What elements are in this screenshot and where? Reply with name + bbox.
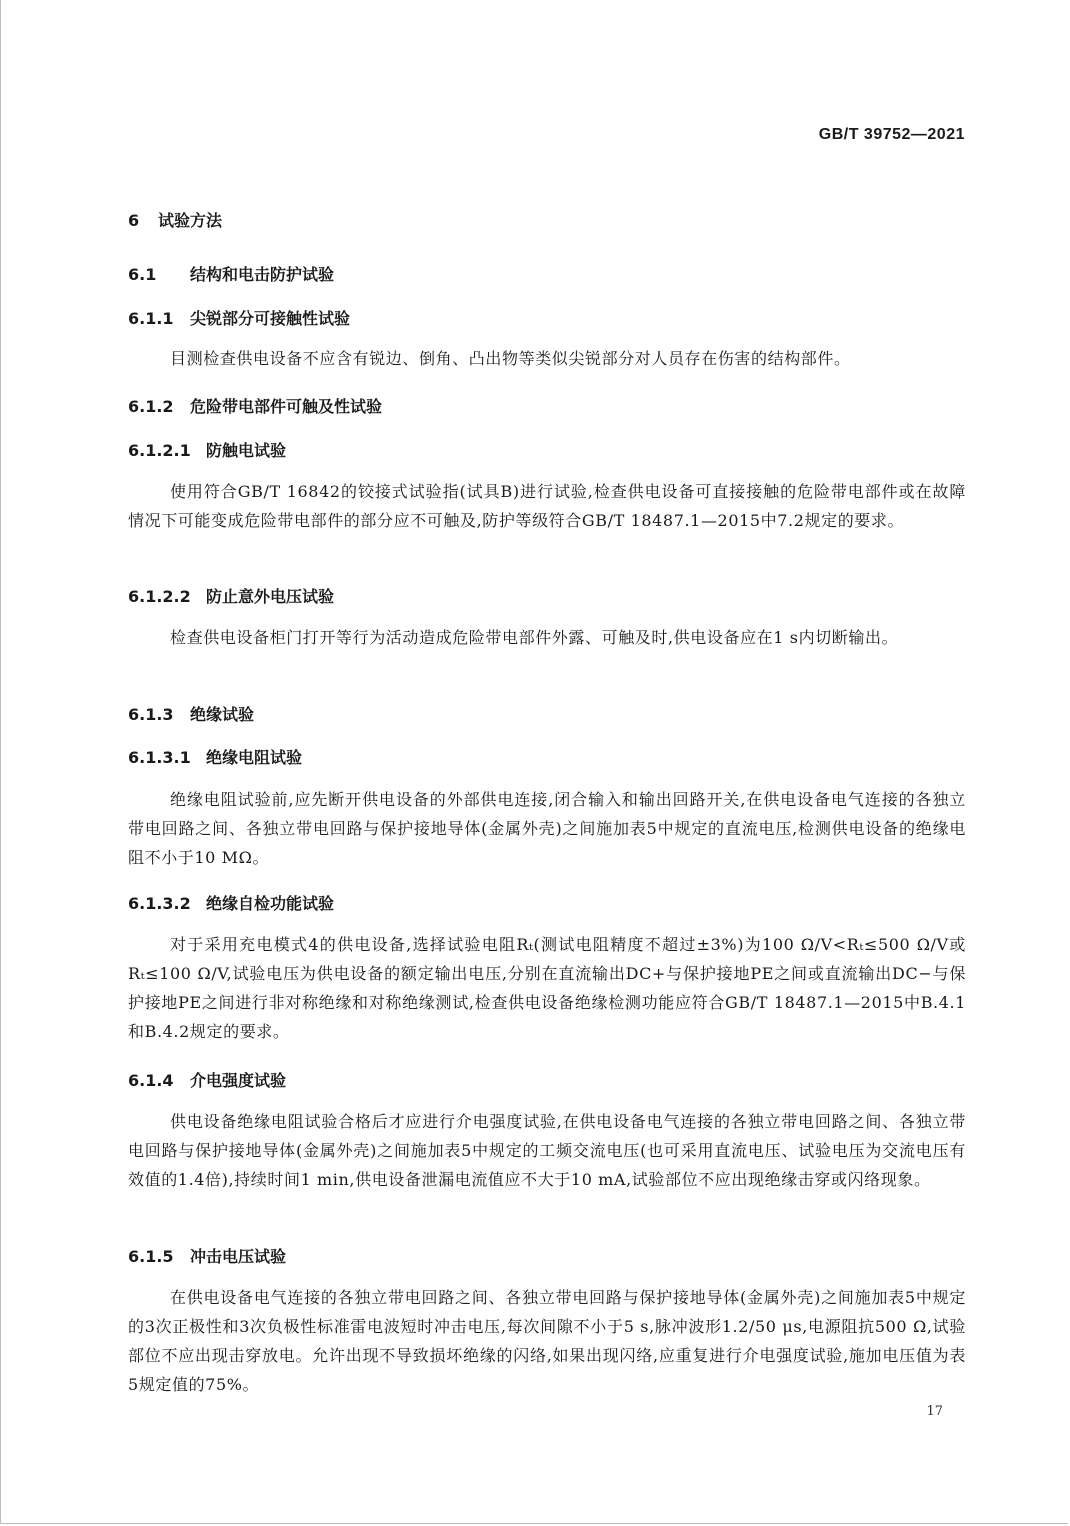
paragraph-6-1-1: 目测检查供电设备不应含有锐边、倒角、凸出物等类似尖锐部分对人员存在伤害的结构部件。 <box>170 349 851 368</box>
section-number: 6.1.2 <box>128 397 174 416</box>
section-title: 试验方法 <box>158 211 223 230</box>
section-title: 尖锐部分可接触性试验 <box>190 309 351 328</box>
section-heading-6-1-3-2 <box>128 891 334 914</box>
section-number: 6.1.3.1 <box>128 748 191 767</box>
section-title: 绝缘试验 <box>190 705 255 724</box>
section-heading-6-1-3 <box>128 702 254 725</box>
paragraph-6-1-5: 在供电设备电气连接的各独立带电回路之间、各独立带电回路与保护接地导体(金属外壳)之间施加表5中规定的3次正极性和3次负极性标准雷电波短时冲击电压,每次间隙不小于5 s,脉冲波形1.2/50 μs,电源阻抗500 Ω,试验部位不应出现击穿放电。允许出现不导致损坏绝缘的闪络,如果出现闪络,应重复进行介电强度试验,施加电压值为表5规定值的75%。 <box>128 1288 966 1394</box>
section-title: 绝缘自检功能试验 <box>206 894 335 913</box>
page-number: 17 <box>926 1404 943 1419</box>
section-number: 6.1.5 <box>128 1247 174 1266</box>
section-number: 6 <box>128 211 140 230</box>
section-heading-6-1-2-1 <box>128 438 286 461</box>
section-heading-6-1-2 <box>128 394 382 417</box>
section-title: 危险带电部件可触及性试验 <box>190 397 383 416</box>
section-number: 6.1.2.1 <box>128 441 191 460</box>
section-heading-6-1-5 <box>128 1244 286 1267</box>
paragraph-6-1-2-2: 检查供电设备柜门打开等行为活动造成危险带电部件外露、可触及时,供电设备应在1 s内切断输出。 <box>170 628 899 647</box>
section-title: 防止意外电压试验 <box>206 587 335 606</box>
paragraph-6-1-3-1: 绝缘电阻试验前,应先断开供电设备的外部供电连接,闭合输入和输出回路开关,在供电设备电气连接的各独立带电回路之间、各独立带电回路与保护接地导体(金属外壳)之间施加表5中规定的直流电压,检测供电设备的绝缘电阻不小于10 MΩ。 <box>128 790 966 867</box>
paragraph-6-1-4: 供电设备绝缘电阻试验合格后才应进行介电强度试验,在供电设备电气连接的各独立带电回路之间、各独立带电回路与保护接地导体(金属外壳)之间施加表5中规定的工频交流电压(也可采用直流电压、试验电压为交流电压有效值的1.4倍),持续时间1 min,供电设备泄漏电流值应不大于10 mA,试验部位不应出现绝缘击穿或闪络现象。 <box>128 1112 966 1189</box>
section-heading-6-1-2-2 <box>128 584 334 607</box>
section-heading-6-1-4 <box>128 1068 286 1091</box>
section-heading-6-1 <box>128 262 334 285</box>
section-number: 6.1.1 <box>128 309 174 328</box>
section-title: 冲击电压试验 <box>190 1247 287 1266</box>
standard-number-header: GB/T 39752—2021 <box>818 126 965 143</box>
section-number: 6.1.3 <box>128 705 174 724</box>
section-number: 6.1 <box>128 265 157 284</box>
section-heading-6-1-1 <box>128 306 350 329</box>
paragraph-6-1-3-2: 对于采用充电模式4的供电设备,选择试验电阻Rₜ(测试电阻精度不超过±3%)为100 Ω/V<Rₜ≤500 Ω/V或Rₜ≤100 Ω/V,试验电压为供电设备的额定输出电压,分别在直流输出DC+与保护接地PE之间或直流输出DC−与保护接地PE之间进行非对称绝缘和对称绝缘测试,检查供电设备绝缘检测功能应符合GB/T 18487.1—2015中B.4.1和B.4.2规定的要求。 <box>128 935 966 1041</box>
section-title: 结构和电击防护试验 <box>190 265 335 284</box>
section-number: 6.1.4 <box>128 1071 174 1090</box>
section-title: 绝缘电阻试验 <box>206 748 303 767</box>
paragraph-6-1-2-1: 使用符合GB/T 16842的铰接式试验指(试具B)进行试验,检查供电设备可直接接触的危险带电部件或在故障情况下可能变成危险带电部件的部分应不可触及,防护等级符合GB/T 18487.1—2015中7.2规定的要求。 <box>128 482 966 530</box>
section-title: 介电强度试验 <box>190 1071 287 1090</box>
section-heading-6-1-3-1 <box>128 745 302 768</box>
section-number: 6.1.2.2 <box>128 587 191 606</box>
section-title: 防触电试验 <box>206 441 287 460</box>
section-number: 6.1.3.2 <box>128 894 191 913</box>
section-heading-6 <box>128 208 222 231</box>
